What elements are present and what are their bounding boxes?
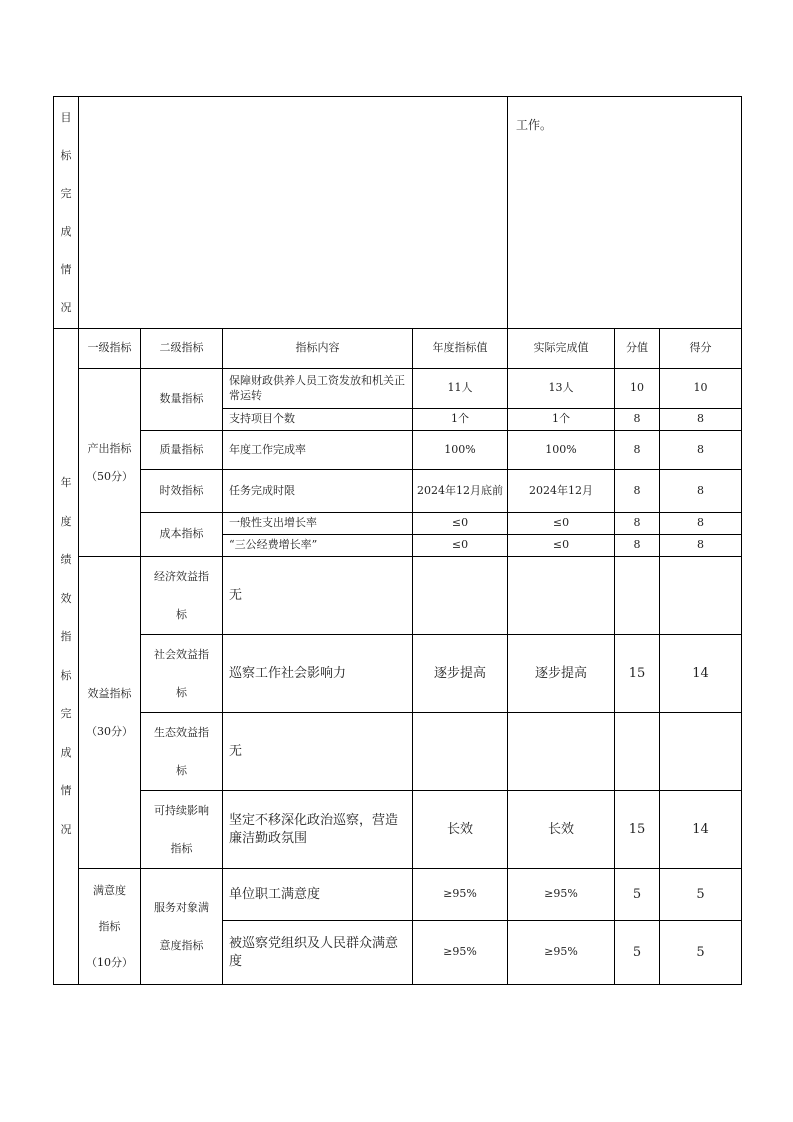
output-indicator-cell: 产出指标 （50分） [79,369,141,557]
table-row: 产出指标 （50分） 数量指标 保障财政供养人员工资发放和机关正常运转 11人 13人 10 10 [54,369,742,409]
table-row: “三公经费增长率” ≤0 ≤0 8 8 [54,535,742,557]
table-row: 可持续影响 指标 坚定不移深化政治巡察，营造廉洁勤政氛围 长效 长效 15 14 [54,791,742,869]
header-level2: 二级指标 [141,329,223,369]
header-content: 指标内容 [223,329,413,369]
table-row: 社会效益指 标 巡察工作社会影响力 逐步提高 逐步提高 15 14 [54,635,742,713]
table-row: 成本指标 一般性支出增长率 ≤0 ≤0 8 8 [54,513,742,535]
table-row: 效益指标 （30分） 经济效益指 标 无 [54,557,742,635]
header-score: 分值 [615,329,660,369]
satisfaction-indicator-cell: 满意度 指标 （10分） [79,869,141,985]
goal-completion-right-cell: 工作。 [508,97,742,329]
table-row: 满意度 指标 （10分） 服务对象满 意度指标 单位职工满意度 ≥95% ≥95% 5 5 [54,869,742,921]
table-row: 生态效益指 标 无 [54,713,742,791]
annual-performance-label: 年 度 绩 效 指 标 完 成 情 况 [54,329,79,985]
cost-indicator: 成本指标 [141,513,223,557]
service-target-satisfaction: 服务对象满 意度指标 [141,869,223,985]
quantity-indicator: 数量指标 [141,369,223,431]
header-target: 年度指标值 [413,329,508,369]
table-row: 质量指标 年度工作完成率 100% 100% 8 8 [54,431,742,470]
table-row: 时效指标 任务完成时限 2024年12月底前 2024年12月 8 8 [54,470,742,513]
header-got: 得分 [660,329,742,369]
performance-table [53,96,742,985]
header-actual: 实际完成值 [508,329,615,369]
goal-completion-left-cell [79,97,508,329]
quality-indicator: 质量指标 [141,431,223,470]
table-row: 被巡察党组织及人民群众满意度 ≥95% ≥95% 5 5 [54,921,742,985]
timeliness-indicator: 时效指标 [141,470,223,513]
table-row: 支持项目个数 1个 1个 8 8 [54,409,742,431]
goal-completion-label: 目 标 完 成 情 况 [54,97,79,329]
benefit-indicator-cell: 效益指标 （30分） [79,557,141,869]
header-level1: 一级指标 [79,329,141,369]
